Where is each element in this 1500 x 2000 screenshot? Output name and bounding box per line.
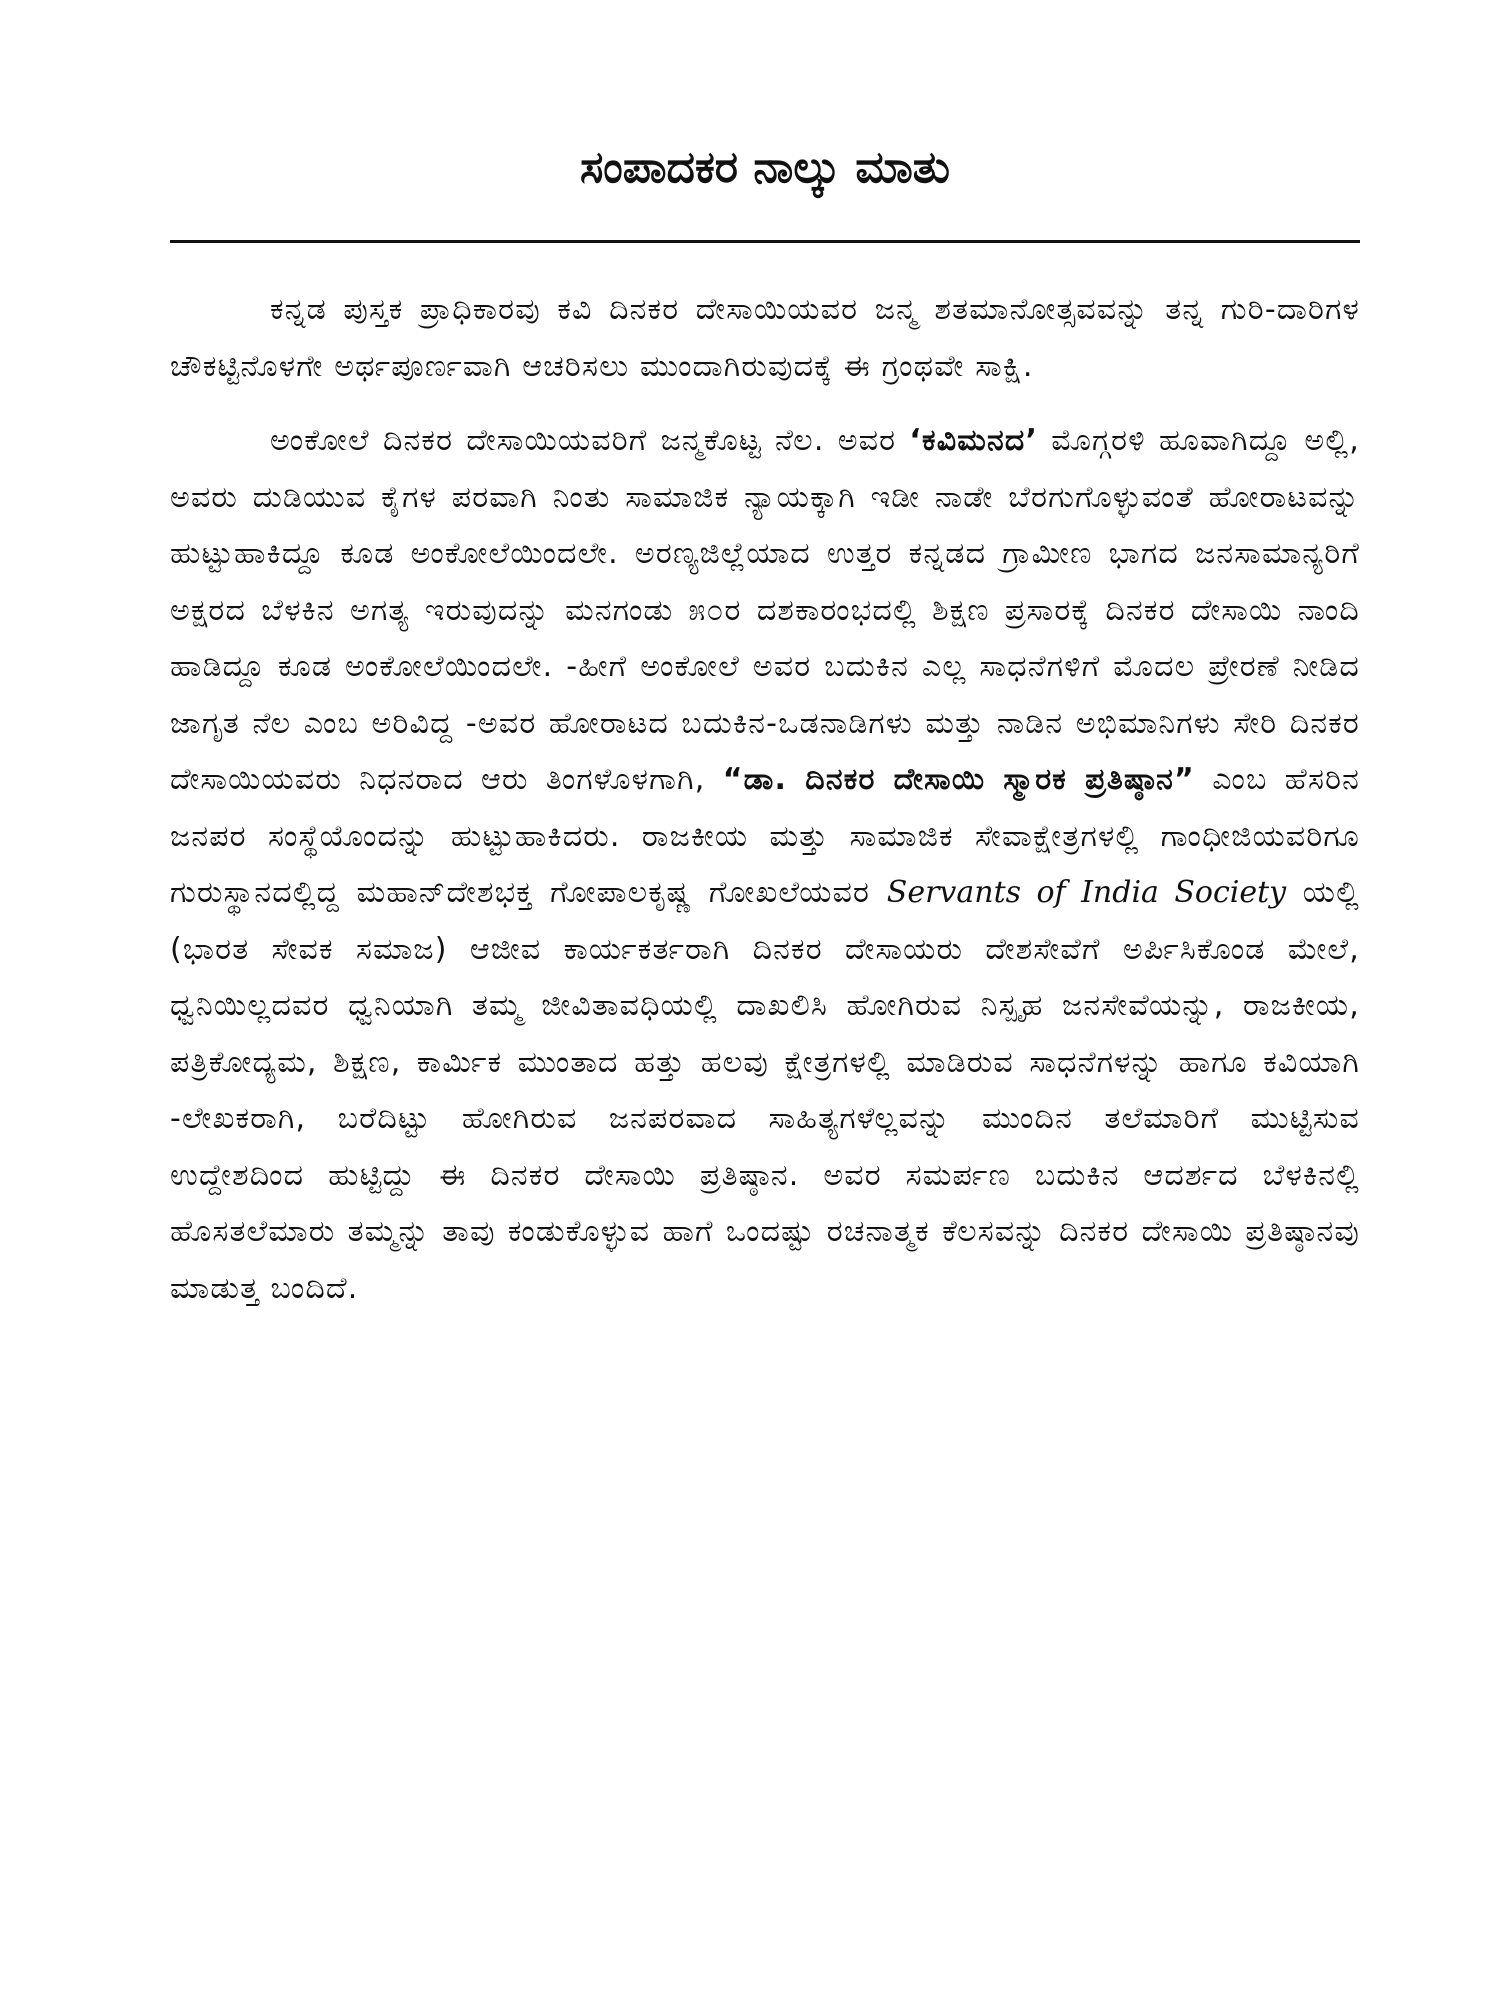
paragraph-2-text-4: ಯಲ್ಲಿ (ಭಾರತ ಸೇವಕ ಸಮಾಜ) ಆಜೀವ ಕಾರ್ಯಕರ್ತರಾಗಿ ದಿನಕರ ದೇಸಾಯರು ದೇಶಸೇವೆಗೆ ಅರ್ಪಿಸಿಕೊಂಡ ಮೇಲೆ, ಧ್ವನಿಯಿಲ್ಲದವರ ಧ್ವನಿಯಾಗಿ ತಮ್ಮ ಜೀವಿತಾವಧಿಯಲ್ಲಿ ದಾಖಲಿಸಿ ಹೋಗಿರುವ ನಿಸ್ಪೃಹ ಜನಸೇವೆಯನ್ನು, ರಾಜಕೀಯ, ಪತ್ರಿಕೋದ್ಯಮ, ಶಿಕ್ಷಣ, ಕಾರ್ಮಿಕ ಮುಂತಾದ ಹತ್ತು ಹಲವು ಕ್ಷೇತ್ರಗಳಲ್ಲಿ ಮಾಡಿರುವ ಸಾಧನೆಗಳನ್ನು ಹಾಗೂ ಕವಿಯಾಗಿ -ಲೇಖಕರಾಗಿ, ಬರೆದಿಟ್ಟು ಹೋಗಿರುವ ಜನಪರವಾದ ಸಾಹಿತ್ಯಗಳೆಲ್ಲವನ್ನು ಮುಂದಿನ ತಲೆಮಾರಿಗೆ ಮುಟ್ಟಿಸುವ ಉದ್ದೇಶದಿಂದ ಹುಟ್ಟಿದ್ದು ಈ ದಿನಕರ ದೇಸಾಯಿ ಪ್ರತಿಷ್ಠಾನ. ಅವರ ಸಮರ್ಪಣ ಬದುಕಿನ ಆದರ್ಶದ ಬೆಳಕಿನಲ್ಲಿ ಹೊಸತಲೆಮಾರು ತಮ್ಮನ್ನು ತಾವು ಕಂಡುಕೊಳ್ಳುವ ಹಾಗೆ ಒಂದಷ್ಟು ರಚನಾತ್ಮಕ ಕೆಲಸವನ್ನು ದಿನಕರ ದೇಸಾಯಿ ಪ್ರತಿಷ್ಠಾನವು ಮಾಡುತ್ತ ಬಂದಿದೆ. — [170, 875, 1360, 1306]
body-text — [170, 282, 1360, 1317]
paragraph-2 — [170, 413, 1360, 1317]
paragraph-2-text-1: ಅಂಕೋಲೆ ದಿನಕರ ದೇಸಾಯಿಯವರಿಗೆ ಜನ್ಮಕೊಟ್ಟ ನೆಲ. ಅವರ — [270, 423, 910, 458]
foundation-name: “ಡಾ. ದಿನಕರ ದೇಸಾಯಿ ಸ್ಮಾರಕ ಪ್ರತಿಷ್ಠಾನ” — [722, 762, 1195, 797]
kavimanada-quote: ‘ಕವಿಮನದ’ — [909, 423, 1039, 458]
english-society-name: Servants of India Society — [886, 875, 1287, 910]
paragraph-2-text-3: ಎಂಬ ಹೆಸರಿನ ಜನಪರ ಸಂಸ್ಥೆಯೊಂದನ್ನು ಹುಟ್ಟುಹಾಕಿದರು. ರಾಜಕೀಯ ಮತ್ತು ಸಾಮಾಜಿಕ ಸೇವಾಕ್ಷೇತ್ರಗಳಲ್ಲಿ ಗಾಂಧೀಜಿಯವರಿಗೂ ಗುರುಸ್ಥಾನದಲ್ಲಿದ್ದ ಮಹಾನ್‌ದೇಶಭಕ್ತ ಗೋಪಾಲಕೃಷ್ಣ ಗೋಖಲೆಯವರ — [170, 762, 1361, 910]
paragraph-2-text-2: ಮೊಗ್ಗರಳಿ ಹೂವಾಗಿದ್ದೂ ಅಲ್ಲಿ, ಅವರು ದುಡಿಯುವ ಕೈಗಳ ಪರವಾಗಿ ನಿಂತು ಸಾಮಾಜಿಕ ನ್ಯಾಯಕ್ಕಾಗಿ ಇಡೀ ನಾಡೇ ಬೆರಗುಗೊಳ್ಳುವಂತೆ ಹೋರಾಟವನ್ನು ಹುಟ್ಟುಹಾಕಿದ್ದೂ ಕೂಡ ಅಂಕೋಲೆಯಿಂದಲೇ. ಅರಣ್ಯಜಿಲ್ಲೆಯಾದ ಉತ್ತರ ಕನ್ನಡದ ಗ್ರಾಮೀಣ ಭಾಗದ ಜನಸಾಮಾನ್ಯರಿಗೆ ಅಕ್ಷರದ ಬೆಳಕಿನ ಅಗತ್ಯ ಇರುವುದನ್ನು ಮನಗಂಡು ೫೦ರ ದಶಕಾರಂಭದಲ್ಲಿ ಶಿಕ್ಷಣ ಪ್ರಸಾರಕ್ಕೆ ದಿನಕರ ದೇಸಾಯಿ ನಾಂದಿ ಹಾಡಿದ್ದೂ ಕೂಡ ಅಂಕೋಲೆಯಿಂದಲೇ. -ಹೀಗೆ ಅಂಕೋಲೆ ಅವರ ಬದುಕಿನ ಎಲ್ಲ ಸಾಧನೆಗಳಿಗೆ ಮೊದಲ ಪ್ರೇರಣೆ ನೀಡಿದ ಜಾಗೃತ ನೆಲ ಎಂಬ ಅರಿವಿದ್ದ -ಅವರ ಹೋರಾಟದ ಬದುಕಿನ-ಒಡನಾಡಿಗಳು ಮತ್ತು ನಾಡಿನ ಅಭಿಮಾನಿಗಳು ಸೇರಿ ದಿನಕರ ದೇಸಾಯಿಯವರು ನಿಧನರಾದ ಆರು ತಿಂಗಳೊಳಗಾಗಿ, — [170, 423, 1360, 797]
title-divider — [170, 240, 1360, 243]
page-title: ಸಂಪಾದಕರ ನಾಲ್ಕು ಮಾತು — [579, 142, 951, 193]
paragraph-1: ಕನ್ನಡ ಪುಸ್ತಕ ಪ್ರಾಧಿಕಾರವು ಕವಿ ದಿನಕರ ದೇಸಾಯಿಯವರ ಜನ್ಮ ಶತಮಾನೋತ್ಸವವನ್ನು ತನ್ನ ಗುರಿ-ದಾರಿಗಳ ಚೌಕಟ್ಟಿನೊಳಗೇ ಅರ್ಥಪೂರ್ಣವಾಗಿ ಆಚರಿಸಲು ಮುಂದಾಗಿರುವುದಕ್ಕೆ ಈ ಗ್ರಂಥವೇ ಸಾಕ್ಷಿ. — [170, 292, 1360, 384]
